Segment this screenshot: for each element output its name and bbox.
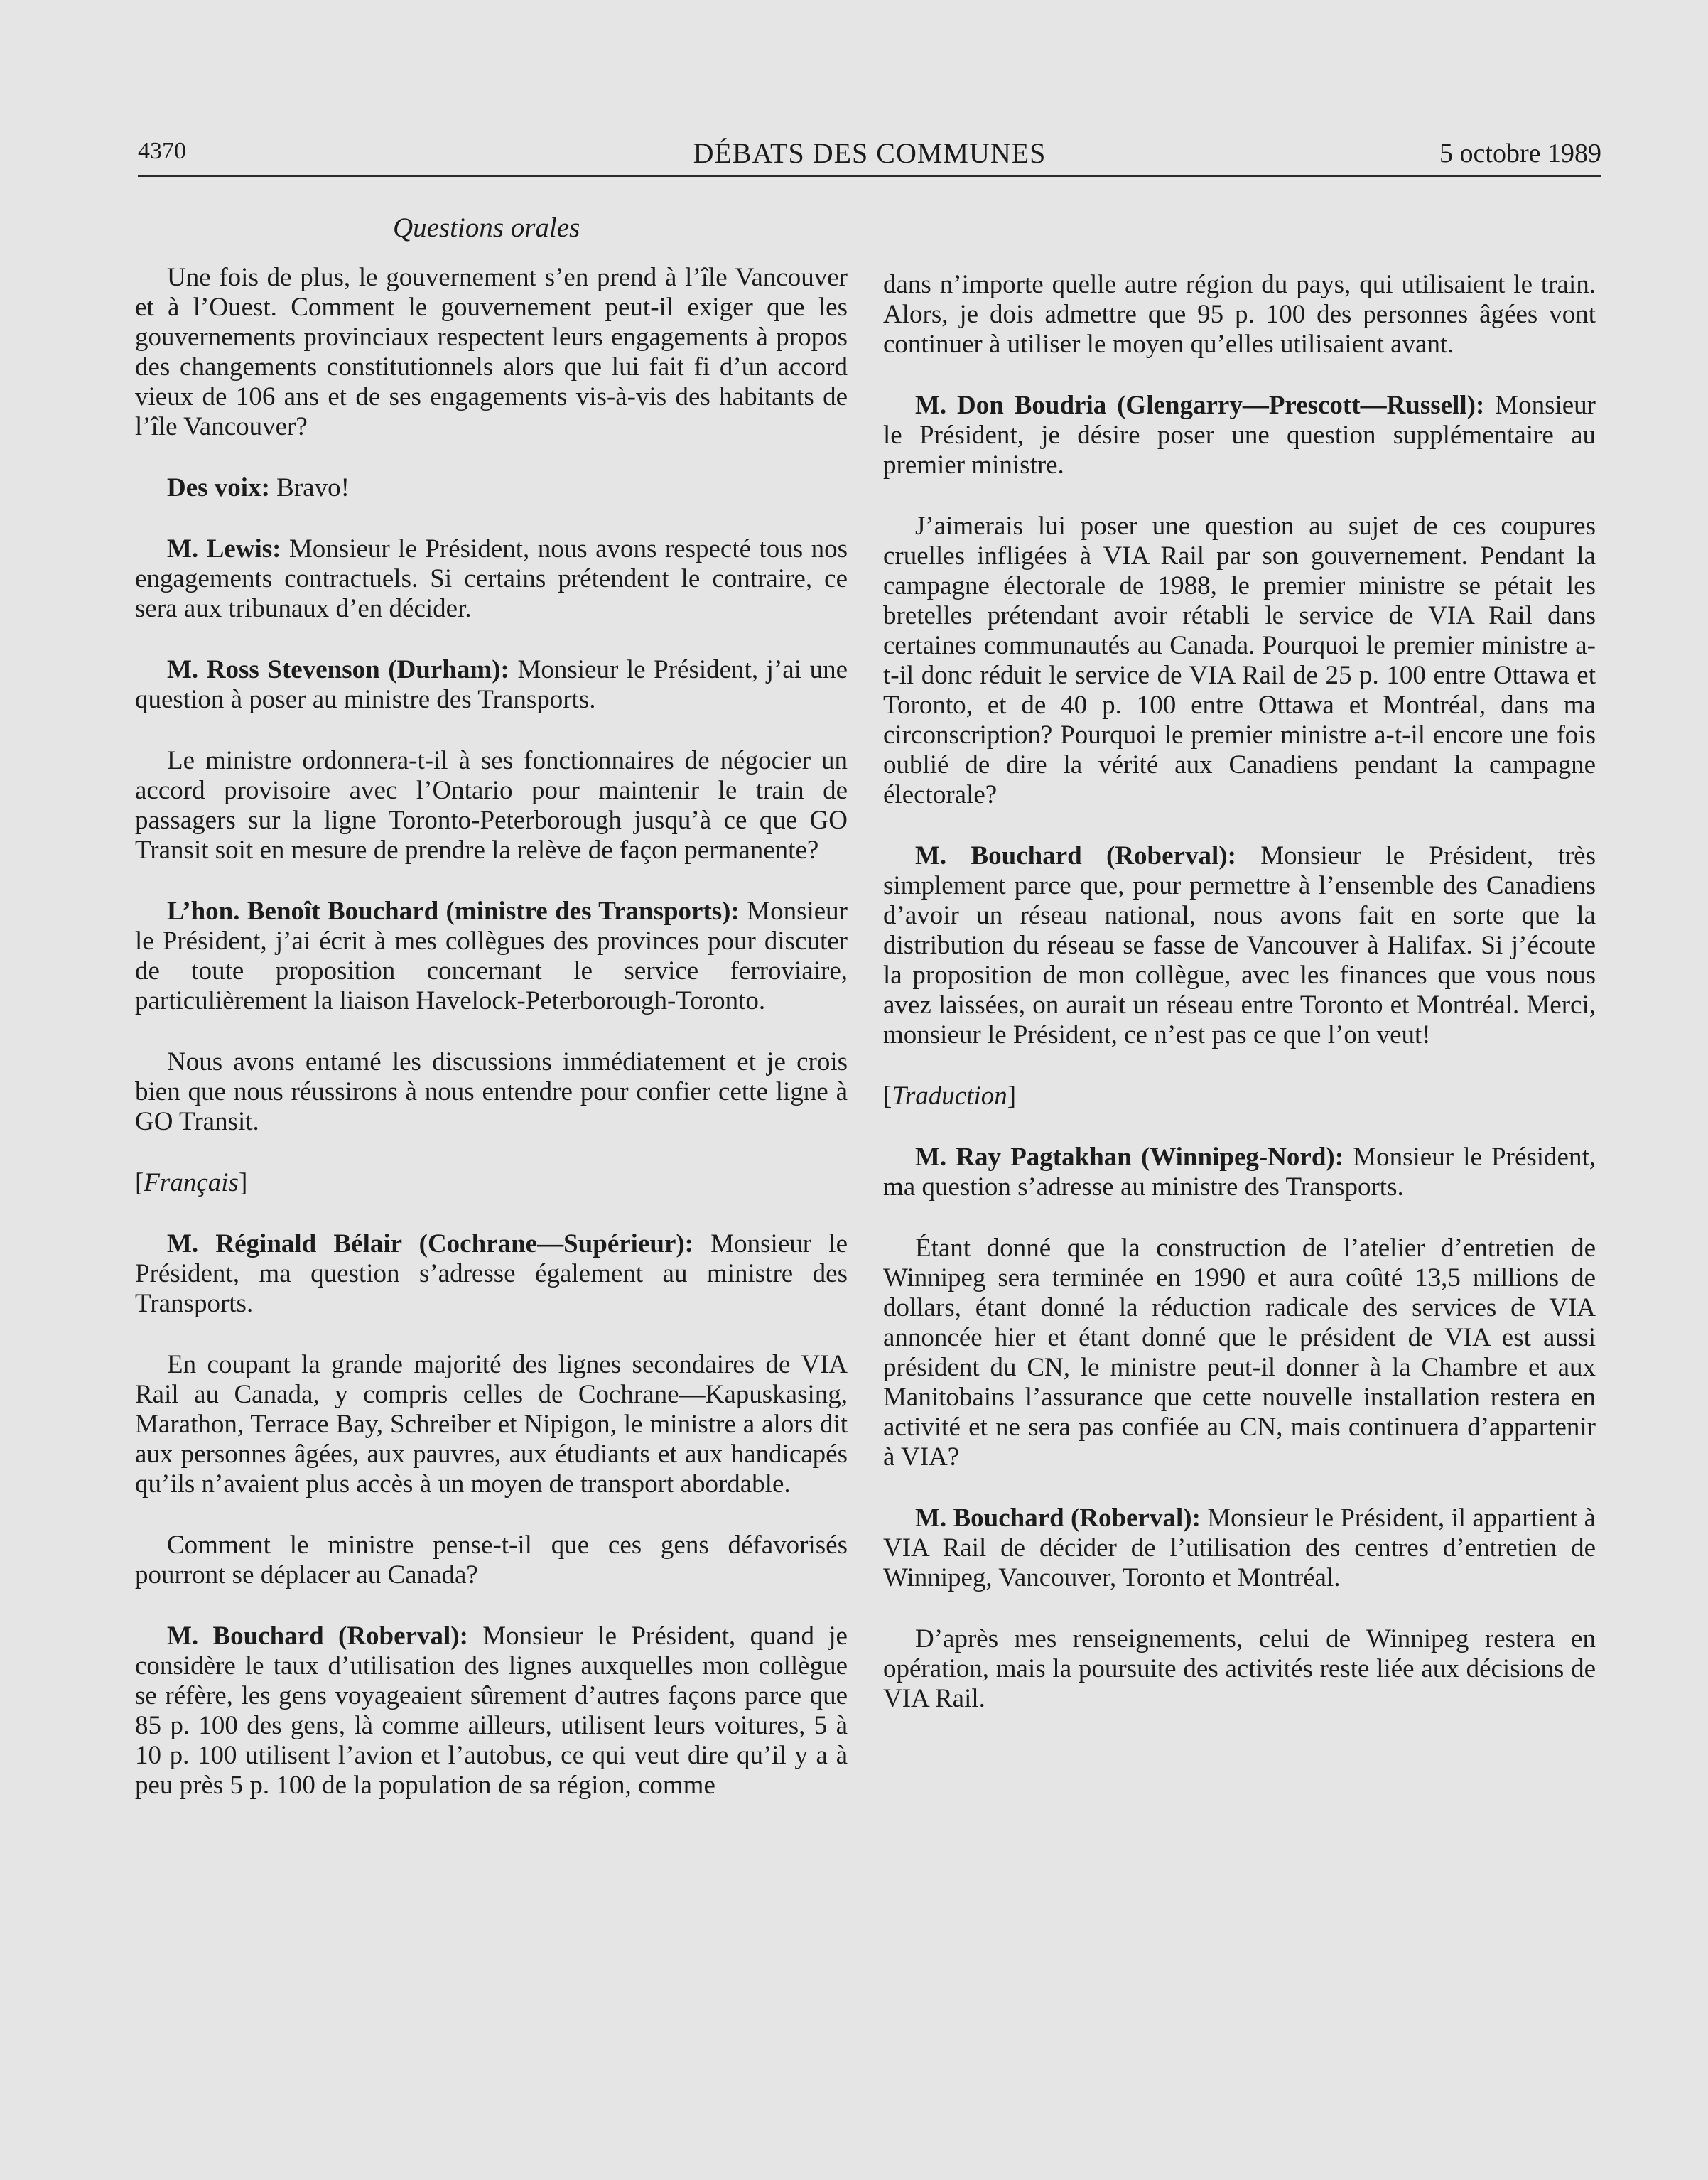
language-tag: [Traduction]	[883, 1081, 1017, 1111]
paragraph	[883, 1504, 1596, 1593]
paragraph-text: Monsieur le Président, ma question s’adresse au ministre des Transports.	[883, 1143, 1596, 1202]
page-number: 4370	[138, 138, 186, 164]
paragraph-text: Monsieur le Président, il appartient à VIA Rail de décider de l’utilisation des centres d’entretien de Winnipeg, Vancouver, Toronto et Montréal.	[883, 1504, 1596, 1592]
left-column	[135, 263, 848, 1832]
speaker-name: L’hon. Benoît Bouchard (ministre des Transports):	[167, 897, 740, 926]
publication-title: DÉBATS DES COMMUNES	[693, 137, 1047, 169]
paragraph	[883, 1624, 1596, 1714]
paragraph	[883, 841, 1596, 1050]
paragraph	[135, 1531, 848, 1590]
paragraph-text: Monsieur le Président, je désire poser une question supplémentaire au premier ministre.	[883, 391, 1596, 480]
right-column	[883, 270, 1596, 1745]
section-title: Questions orales	[393, 212, 580, 243]
paragraph	[135, 897, 848, 1016]
paragraph-text: Monsieur le Président, nous avons respecté tous nos engagements contractuels. Si certains prétendent le contraire, ce sera aux tribunaux d’en décider.	[135, 534, 848, 623]
speaker-name: M. Ray Pagtakhan (Winnipeg-Nord):	[915, 1143, 1344, 1172]
paragraph-text: J’aimerais lui poser une question au sujet de ces coupures cruelles infligées à VIA Rail par son gouvernement. Pendant la campagne électorale de 1988, le premier ministre se pétait les bretelles prétendant avoir rétabli le service de VIA Rail dans certaines communautés au Canada. Pourquoi le premier ministre a-t-il donc réduit le service de VIA Rail de 25 p. 100 entre Ottawa et Toronto, et de 40 p. 100 entre Ottawa et Montréal, dans ma circonscription? Pourquoi le premier ministre a-t-il encore une fois oublié de dire la vérité aux Canadiens pendant la campagne électorale?	[883, 512, 1596, 809]
paragraph	[883, 1143, 1596, 1202]
paragraph-text: Monsieur le Président, quand je considère le taux d’utilisation des lignes auxquelles mon collègue se réfère, les gens voyageaient sûrement d’autres façons parce que 85 p. 100 des gens, là comme ailleurs, utilisent leurs voitures, 5 à 10 p. 100 utilisent l’avion et l’autobus, ce qui veut dire qu’il y a à peu près 5 p. 100 de la population de sa région, comme	[135, 1621, 848, 1800]
speaker-name: M. Bouchard (Roberval):	[167, 1621, 468, 1651]
paragraph	[135, 534, 848, 624]
speaker-name: M. Don Boudria (Glengarry—Prescott—Russell):	[915, 391, 1485, 420]
paragraph-text: Étant donné que la construction de l’atelier d’entretien de Winnipeg sera terminée en 1990 et aura coûté 13,5 millions de dollars, étant donné la réduction radicale des services de VIA annoncée hier et étant donné que le président de VIA est aussi président du CN, le ministre peut-il donner à la Chambre et aux Manitobains l’assurance que cette nouvelle installation restera en activité et ne sera pas confiée au CN, mais continuera d’appartenir à VIA?	[883, 1234, 1596, 1472]
speaker-name: M. Lewis:	[167, 534, 281, 563]
publication-date: 5 octobre 1989	[1439, 139, 1601, 168]
language-tag: [Français]	[135, 1168, 248, 1197]
paragraph	[135, 263, 848, 442]
paragraph-text: Monsieur le Président, très simplement parce que, pour permettre à l’ensemble des Canadiens d’avoir un réseau national, nous avons fait en sorte que la distribution du réseau se fasse de Vancouver à Halifax. Si j’écoute la proposition de mon collègue, avec les finances que vous nous avez laissées, on aurait un réseau entre Toronto et Montréal. Merci, monsieur le Président, ce n’est pas ce que l’on veut!	[883, 841, 1596, 1049]
paragraph	[135, 1047, 848, 1137]
paragraph-text: Une fois de plus, le gouvernement s’en prend à l’île Vancouver et à l’Ouest. Comment le gouvernement peut-il exiger que les gouvernements provinciaux respectent leurs engagements à propos des changements constitutionnels alors que lui fait fi d’un accord vieux de 106 ans et de ses engagements vis-à-vis des habitants de l’île Vancouver?	[135, 263, 848, 441]
paragraph	[135, 473, 848, 503]
language-tag-text: Traduction	[892, 1081, 1007, 1111]
paragraph	[883, 1234, 1596, 1472]
speaker-name: M. Réginald Bélair (Cochrane—Supérieur):	[167, 1229, 694, 1258]
paragraph	[883, 391, 1596, 480]
paragraph-text: Monsieur le Président, j’ai écrit à mes collègues des provinces pour discuter de toute proposition concernant le service ferroviaire, particulièrement la liaison Havelock-Peterborough-Toronto.	[135, 897, 848, 1015]
paragraph	[135, 1621, 848, 1801]
language-tag-text: Français	[144, 1168, 239, 1197]
paragraph	[135, 746, 848, 865]
paragraph-text: dans n’importe quelle autre région du pays, qui utilisaient le train. Alors, je dois admettre que 95 p. 100 des personnes âgées vont continuer à utiliser le moyen qu’elles utilisaient avant.	[883, 270, 1596, 359]
paragraph-text: Monsieur le Président, j’ai une question à poser au ministre des Transports.	[135, 655, 848, 714]
paragraph	[135, 1350, 848, 1499]
paragraph-text: Nous avons entamé les discussions immédiatement et je crois bien que nous réussirons à nous entendre pour confier cette ligne à GO Transit.	[135, 1047, 848, 1136]
speaker-name: M. Ross Stevenson (Durham):	[167, 655, 509, 684]
speaker-name: M. Bouchard (Roberval):	[915, 841, 1236, 870]
paragraph	[135, 655, 848, 715]
speaker-name: M. Bouchard (Roberval):	[915, 1504, 1201, 1533]
paragraph	[883, 270, 1596, 360]
paragraph	[135, 1229, 848, 1319]
paragraph-text: Le ministre ordonnera-t-il à ses fonctionnaires de négocier un accord provisoire avec l’Ontario pour maintenir le train de passagers sur la ligne Toronto-Peterborough jusqu’à ce que GO Transit soit en mesure de prendre la relève de façon permanente?	[135, 746, 848, 865]
paragraph-text: En coupant la grande majorité des lignes secondaires de VIA Rail au Canada, y compris celles de Cochrane—Kapuskasing, Marathon, Terrace Bay, Schreiber et Nipigon, le ministre a alors dit aux personnes âgées, aux pauvres, aux étudiants et aux handicapés qu’ils n’avaient plus accès à un moyen de transport abordable.	[135, 1350, 848, 1499]
paragraph-text: Comment le ministre pense-t-il que ces gens défavorisés pourront se déplacer au Canada?	[135, 1531, 848, 1590]
paragraph-text: Monsieur le Président, ma question s’adresse également au ministre des Transports.	[135, 1229, 848, 1318]
paragraph-text: D’après mes renseignements, celui de Winnipeg restera en opération, mais la poursuite des activités reste liée aux décisions de VIA Rail.	[883, 1624, 1596, 1713]
page-header	[138, 136, 1601, 177]
paragraph-text: Bravo!	[276, 473, 350, 502]
paragraph	[883, 512, 1596, 810]
speaker-name: Des voix:	[167, 473, 270, 502]
